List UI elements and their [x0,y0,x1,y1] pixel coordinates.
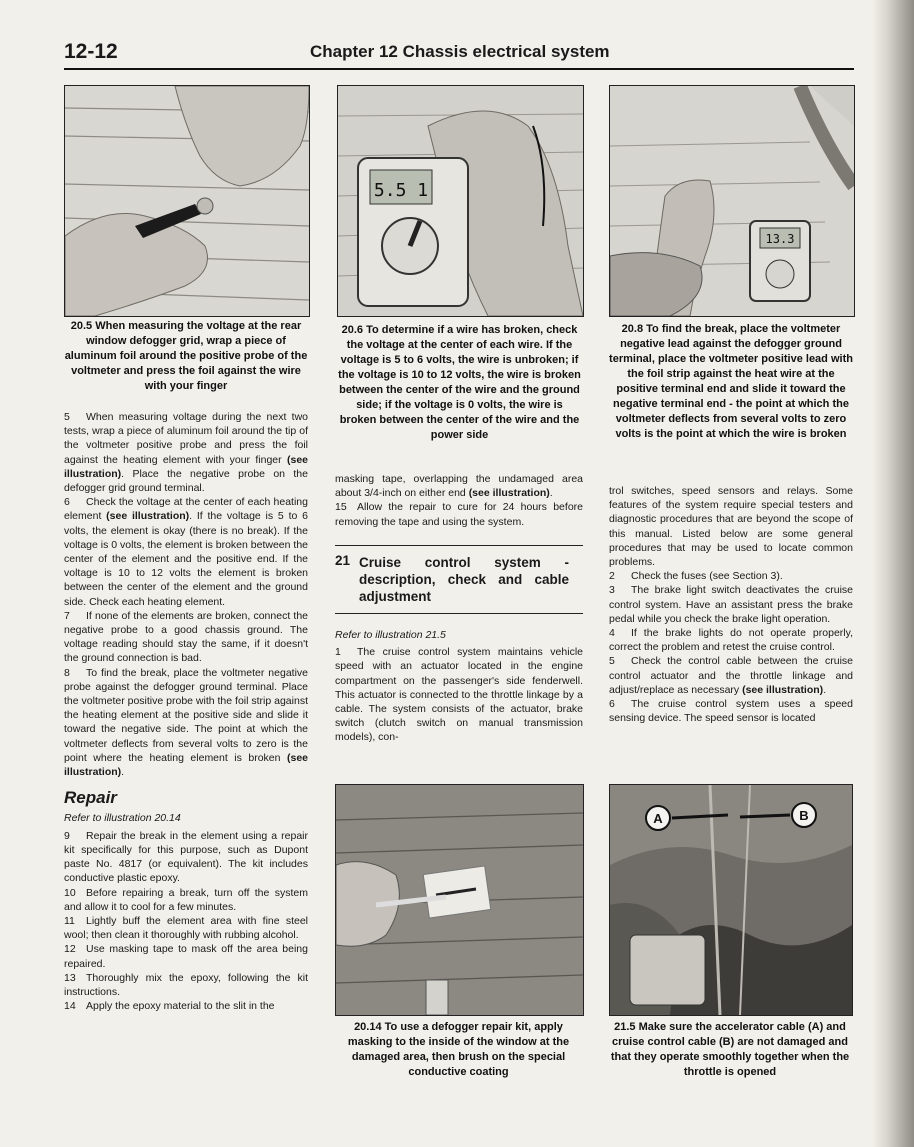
throttle-cable-illustration [610,785,852,1015]
meter-readout: 5.5 1 [373,180,429,201]
page-header [64,40,854,70]
paragraph-15: 15 Allow the repair to cure for 24 hours before removing the tape and using the system. [335,501,583,528]
caption-20-6: 20.6 To determine if a wire has broken, check the voltage at the center of each wire. If the voltage is 5 to 6 volts, the wire is unbroken; if the voltage is 10 to 12 volts, the wire is broken between the center of the wire and the ground side; if the voltage is 0 volts, the wire is broken between the center of the wire and the power side [338,324,581,441]
photo-20-14 [335,784,584,1016]
caption-20-14: 20.14 To use a defogger repair kit, apply masking to the inside of the window at the damaged area, then brush on the special conductive coating [347,1021,570,1078]
multimeter-illustration [338,86,583,316]
paragraph-8: 8 To find the break, place the voltmeter negative probe against the defogger ground terminal. Place the voltmeter positive probe with the foil strip against the heating element at the positive side and slide it toward the negative side. The point at which the voltmeter deflects from several volts to zero is the point where the heating element is broken (see illustration). [64,666,308,779]
paragraph-21-5: 5 Check the control cable between the cruise control actuator and the throttle linkage and adjust/replace as necessary (see illustration). [609,655,853,696]
paragraph-12: 12 Use masking tape to mask off the area being repaired. [64,943,308,970]
column-3-text [609,484,853,725]
paragraph-21-4: 4 If the brake lights do not operate properly, correct the problem and retest the cruise control. [609,627,853,654]
paragraph-13: 13 Thoroughly mix the epoxy, following the kit instructions. [64,971,308,998]
repair-reference: Refer to illustration 20.14 [64,812,181,825]
defogger-probe-illustration [65,86,309,316]
paragraph-21-2: 2 Check the fuses (see Section 3). [609,570,783,583]
photo-21-5 [609,784,853,1016]
page-edge-shadow [872,0,914,1147]
paragraph-21-3: 3 The brake light switch deactivates the cruise control system. Have an assistant press the brake pedal while you check the brake light operation. [609,584,853,625]
label-b-callout: B [799,808,809,823]
meter-readout: 13.3 [765,232,795,246]
column-2-text [335,472,583,745]
photo-20-5 [64,85,310,317]
section-21-heading [335,545,583,614]
section-21-reference: Refer to illustration 21.5 [335,629,446,642]
paragraph-5: 5 When measuring voltage during the next two tests, wrap a piece of aluminum foil around the tip of the voltmeter positive probe and press the foil against the heating element with your finger (see illustration). Place the negative probe on the defogger grid ground terminal. [64,411,308,495]
paragraph-continued-3: trol switches, speed sensors and relays. Some features of the system require special testers and diagnostic procedures that are beyond the scope of this manual. Listed below are some general procedures that may be used to locate common problems. [609,485,853,569]
label-a-callout: A [653,811,663,826]
paragraph-continued: masking tape, overlapping the undamaged area about 3/4-inch on either end (see illustration). [335,473,583,500]
window-meter-illustration [610,86,854,316]
section-title: Cruise control system - description, check and cable adjustment [359,554,569,604]
paragraph-6: 6 Check the voltage at the center of each heating element (see illustration). If the voltage is 5 to 6 volts, the element is okay (there is no break). If the voltage is 0 volts, the element is broken between the center of the element and the positive end. If the voltage is 10 to 12 volts the element is broken between the center of the element and the ground side. Check each heating element. [64,496,308,608]
chapter-title: Chapter 12 Chassis electrical system [310,42,610,61]
paragraph-10: 10 Before repairing a break, turn off the system and allow it to cool for a few minutes. [64,886,308,913]
photo-20-8 [609,85,855,317]
caption-21-5: 21.5 Make sure the accelerator cable (A) and cruise control cable (B) are not damaged and that they operate smoothly together when the throttle is opened [610,1021,850,1078]
section-number: 21 [335,552,351,568]
paragraph-21-6: 6 The cruise control system uses a speed sensing device. The speed sensor is located [609,698,853,725]
photo-20-6 [337,85,584,317]
caption-20-8: 20.8 To find the break, place the voltmeter negative lead against the defogger ground terminal, place the voltmeter positive lead with the foil strip against the heat wire at the positive terminal end and slide it toward the negative terminal end - the point at which the voltmeter deflects from several volts to zero volts is the point at which the wire is broken [609,323,853,440]
page-number: 12-12 [64,40,118,63]
paragraph-9: 9 Repair the break in the element using a repair kit specifically for this purpose, such as Dupont paste No. 4817 (or equivalent). The kit includes conductive plastic epoxy. [64,829,308,885]
caption-20-5: 20.5 When measuring the voltage at the rear window defogger grid, wrap a piece of aluminum foil around the positive probe of the voltmeter and press the foil against the wire with your finger [64,320,308,392]
paragraph-14: 14 Apply the epoxy material to the slit in the [64,1000,275,1013]
repair-kit-illustration [336,785,583,1015]
repair-heading: Repair [64,788,117,808]
paragraph-21-1: 1 The cruise control system maintains vehicle speed with an actuator located in the engine compartment on the passenger's side fenderwell. This actuator is connected to the throttle linkage by a cable. The system consists of the actuator, brake switch (clutch switch on manual transmission models), con- [335,646,583,744]
column-1-text [64,410,308,1013]
paragraph-7: 7 If none of the elements are broken, connect the negative probe to a good chassis ground. The voltage reading should stay the same, if it doesn't the ground connection is bad. [64,609,308,665]
paragraph-11: 11 Lightly buff the element area with fine steel wool; then clean it thoroughly with rubbing alcohol. [64,914,308,942]
